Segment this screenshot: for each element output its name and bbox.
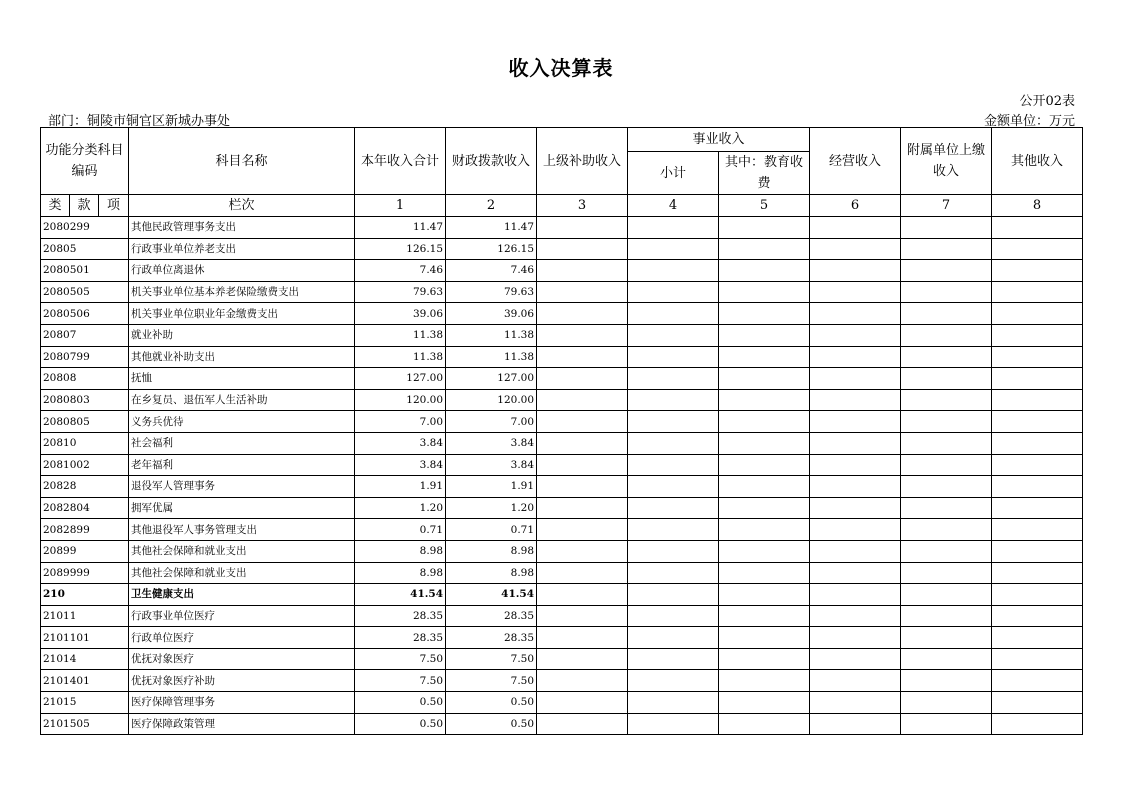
subject-name-cell: 抚恤 <box>129 368 355 390</box>
total-income-cell: 7.46 <box>355 260 446 282</box>
fiscal-allocation-cell: 1.20 <box>446 497 537 519</box>
business-subtotal-cell <box>628 346 719 368</box>
superior-subsidy-cell <box>537 303 628 325</box>
affiliated-income-cell <box>901 411 992 433</box>
func-code-cell: 2080805 <box>41 411 129 433</box>
affiliated-income-cell <box>901 389 992 411</box>
col-number: 3 <box>537 195 628 217</box>
table-row <box>41 454 1083 476</box>
affiliated-income-cell <box>901 324 992 346</box>
superior-subsidy-cell <box>537 281 628 303</box>
subject-name-cell: 卫生健康支出 <box>129 584 355 606</box>
superior-subsidy-cell <box>537 605 628 627</box>
business-income-header: 事业收入 <box>628 128 810 152</box>
fiscal-allocation-cell: 39.06 <box>446 303 537 325</box>
operating-income-cell <box>810 411 901 433</box>
operating-income-header: 经营收入 <box>810 128 901 195</box>
education-fee-cell <box>719 368 810 390</box>
education-fee-cell <box>719 432 810 454</box>
education-fee-cell <box>719 476 810 498</box>
superior-subsidy-cell <box>537 454 628 476</box>
func-code-cell: 2080506 <box>41 303 129 325</box>
subject-name-cell: 拥军优属 <box>129 497 355 519</box>
subject-name-cell: 老年福利 <box>129 454 355 476</box>
education-fee-cell <box>719 519 810 541</box>
education-fee-cell <box>719 584 810 606</box>
fiscal-allocation-cell: 11.38 <box>446 346 537 368</box>
total-income-cell: 3.84 <box>355 454 446 476</box>
superior-subsidy-cell <box>537 476 628 498</box>
education-fee-cell <box>719 324 810 346</box>
total-income-cell: 11.38 <box>355 346 446 368</box>
col-number: 1 <box>355 195 446 217</box>
table-body <box>41 217 1083 735</box>
operating-income-cell <box>810 260 901 282</box>
table-row <box>41 584 1083 606</box>
education-fee-cell <box>719 540 810 562</box>
form-number: 公开02表 <box>1019 94 1075 109</box>
education-fee-cell <box>719 260 810 282</box>
other-income-header: 其他收入 <box>992 128 1083 195</box>
operating-income-cell <box>810 238 901 260</box>
table-row <box>41 303 1083 325</box>
fiscal-allocation-cell: 7.50 <box>446 648 537 670</box>
education-fee-cell <box>719 411 810 433</box>
business-subtotal-cell <box>628 281 719 303</box>
other-income-cell <box>992 692 1083 714</box>
superior-subsidy-cell <box>537 497 628 519</box>
other-income-cell <box>992 627 1083 649</box>
table-row <box>41 389 1083 411</box>
fiscal-allocation-cell: 1.91 <box>446 476 537 498</box>
total-income-cell: 1.91 <box>355 476 446 498</box>
business-subtotal-cell <box>628 670 719 692</box>
total-income-cell: 28.35 <box>355 627 446 649</box>
fiscal-allocation-cell: 8.98 <box>446 540 537 562</box>
fiscal-allocation-cell: 7.50 <box>446 670 537 692</box>
fiscal-allocation-cell: 0.50 <box>446 713 537 735</box>
superior-subsidy-cell <box>537 627 628 649</box>
affiliated-income-cell <box>901 260 992 282</box>
table-row <box>41 411 1083 433</box>
education-fee-cell <box>719 692 810 714</box>
total-income-cell: 0.50 <box>355 713 446 735</box>
func-code-header: 功能分类科目编码 <box>41 128 129 195</box>
affiliated-income-cell <box>901 519 992 541</box>
affiliated-income-cell <box>901 281 992 303</box>
subject-name-cell: 行政事业单位医疗 <box>129 605 355 627</box>
superior-subsidy-cell <box>537 692 628 714</box>
total-income-cell: 3.84 <box>355 432 446 454</box>
business-subtotal-cell <box>628 648 719 670</box>
education-fee-cell <box>719 562 810 584</box>
table-row <box>41 648 1083 670</box>
affiliated-income-cell <box>901 346 992 368</box>
superior-subsidy-cell <box>537 540 628 562</box>
business-subtotal-cell <box>628 411 719 433</box>
affiliated-income-cell <box>901 584 992 606</box>
total-income-cell: 8.98 <box>355 540 446 562</box>
fiscal-allocation-cell: 3.84 <box>446 432 537 454</box>
fiscal-allocation-cell: 3.84 <box>446 454 537 476</box>
func-code-cell: 20810 <box>41 432 129 454</box>
operating-income-cell <box>810 519 901 541</box>
operating-income-cell <box>810 476 901 498</box>
total-income-cell: 8.98 <box>355 562 446 584</box>
affiliated-income-cell <box>901 497 992 519</box>
func-code-cell: 2080299 <box>41 217 129 239</box>
operating-income-cell <box>810 324 901 346</box>
affiliated-income-header: 附属单位上缴收入 <box>901 128 992 195</box>
func-code-cell: 2080505 <box>41 281 129 303</box>
total-income-cell: 79.63 <box>355 281 446 303</box>
lei-header: 类 <box>41 195 70 217</box>
affiliated-income-cell <box>901 540 992 562</box>
fiscal-allocation-cell: 126.15 <box>446 238 537 260</box>
other-income-cell <box>992 605 1083 627</box>
fiscal-allocation-header: 财政拨款收入 <box>446 128 537 195</box>
operating-income-cell <box>810 584 901 606</box>
func-code-cell: 2089999 <box>41 562 129 584</box>
operating-income-cell <box>810 605 901 627</box>
operating-income-cell <box>810 562 901 584</box>
superior-subsidy-cell <box>537 324 628 346</box>
other-income-cell <box>992 281 1083 303</box>
superior-subsidy-cell <box>537 217 628 239</box>
education-fee-cell <box>719 454 810 476</box>
other-income-cell <box>992 454 1083 476</box>
table-row <box>41 238 1083 260</box>
subject-name-cell: 在乡复员、退伍军人生活补助 <box>129 389 355 411</box>
education-fee-cell <box>719 303 810 325</box>
business-subtotal-cell <box>628 432 719 454</box>
table-row <box>41 540 1083 562</box>
business-subtotal-cell <box>628 368 719 390</box>
fiscal-allocation-cell: 41.54 <box>446 584 537 606</box>
fiscal-allocation-cell: 11.47 <box>446 217 537 239</box>
subject-name-cell: 行政单位医疗 <box>129 627 355 649</box>
col-number: 5 <box>719 195 810 217</box>
subject-name-cell: 机关事业单位基本养老保险缴费支出 <box>129 281 355 303</box>
total-income-cell: 127.00 <box>355 368 446 390</box>
subject-name-cell: 优抚对象医疗补助 <box>129 670 355 692</box>
education-fee-cell <box>719 497 810 519</box>
func-code-cell: 2080803 <box>41 389 129 411</box>
education-fee-cell <box>719 346 810 368</box>
table-row <box>41 368 1083 390</box>
subject-name-cell: 其他社会保障和就业支出 <box>129 540 355 562</box>
business-subtotal-cell <box>628 303 719 325</box>
col-number: 8 <box>992 195 1083 217</box>
total-income-cell: 7.00 <box>355 411 446 433</box>
education-fee-cell <box>719 605 810 627</box>
superior-subsidy-header: 上级补助收入 <box>537 128 628 195</box>
func-code-cell: 2082804 <box>41 497 129 519</box>
other-income-cell <box>992 648 1083 670</box>
operating-income-cell <box>810 281 901 303</box>
func-code-cell: 20899 <box>41 540 129 562</box>
total-income-cell: 7.50 <box>355 670 446 692</box>
other-income-cell <box>992 670 1083 692</box>
other-income-cell <box>992 238 1083 260</box>
table-row <box>41 519 1083 541</box>
func-code-cell: 21011 <box>41 605 129 627</box>
business-subtotal-cell <box>628 260 719 282</box>
total-income-cell: 11.38 <box>355 324 446 346</box>
education-fee-header: 其中：教育收费 <box>719 152 810 195</box>
education-fee-cell <box>719 627 810 649</box>
business-subtotal-cell <box>628 324 719 346</box>
subject-name-header: 科目名称 <box>129 128 355 195</box>
operating-income-cell <box>810 692 901 714</box>
total-income-cell: 39.06 <box>355 303 446 325</box>
other-income-cell <box>992 713 1083 735</box>
subject-name-cell: 其他社会保障和就业支出 <box>129 562 355 584</box>
business-subtotal-cell <box>628 692 719 714</box>
lanci-header: 栏次 <box>129 195 355 217</box>
func-code-cell: 2080501 <box>41 260 129 282</box>
func-code-cell: 2101101 <box>41 627 129 649</box>
operating-income-cell <box>810 670 901 692</box>
total-income-cell: 1.20 <box>355 497 446 519</box>
operating-income-cell <box>810 303 901 325</box>
education-fee-cell <box>719 238 810 260</box>
affiliated-income-cell <box>901 476 992 498</box>
business-subtotal-cell <box>628 605 719 627</box>
other-income-cell <box>992 217 1083 239</box>
superior-subsidy-cell <box>537 411 628 433</box>
business-subtotal-cell <box>628 584 719 606</box>
subject-name-cell: 行政单位离退休 <box>129 260 355 282</box>
subject-name-cell: 就业补助 <box>129 324 355 346</box>
affiliated-income-cell <box>901 368 992 390</box>
subject-name-cell: 义务兵优待 <box>129 411 355 433</box>
operating-income-cell <box>810 432 901 454</box>
subject-name-cell: 机关事业单位职业年金缴费支出 <box>129 303 355 325</box>
subject-name-cell: 退役军人管理事务 <box>129 476 355 498</box>
table-row <box>41 346 1083 368</box>
operating-income-cell <box>810 497 901 519</box>
kuan-header: 款 <box>70 195 99 217</box>
table-row <box>41 217 1083 239</box>
business-subtotal-cell <box>628 562 719 584</box>
affiliated-income-cell <box>901 692 992 714</box>
xiang-header: 项 <box>99 195 129 217</box>
operating-income-cell <box>810 713 901 735</box>
func-code-cell: 21014 <box>41 648 129 670</box>
operating-income-cell <box>810 540 901 562</box>
other-income-cell <box>992 411 1083 433</box>
superior-subsidy-cell <box>537 238 628 260</box>
superior-subsidy-cell <box>537 713 628 735</box>
total-income-cell: 28.35 <box>355 605 446 627</box>
other-income-cell <box>992 432 1083 454</box>
fiscal-allocation-cell: 7.46 <box>446 260 537 282</box>
func-code-cell: 21015 <box>41 692 129 714</box>
other-income-cell <box>992 389 1083 411</box>
superior-subsidy-cell <box>537 519 628 541</box>
business-subtotal-cell <box>628 519 719 541</box>
amount-unit-label: 金额单位：万元 <box>983 114 1075 129</box>
func-code-cell: 2082899 <box>41 519 129 541</box>
superior-subsidy-cell <box>537 670 628 692</box>
other-income-cell <box>992 562 1083 584</box>
education-fee-cell <box>719 713 810 735</box>
affiliated-income-cell <box>901 562 992 584</box>
subject-name-cell: 其他就业补助支出 <box>129 346 355 368</box>
total-income-cell: 41.54 <box>355 584 446 606</box>
business-subtotal-cell <box>628 476 719 498</box>
business-subtotal-cell <box>628 389 719 411</box>
affiliated-income-cell <box>901 713 992 735</box>
table-row <box>41 670 1083 692</box>
subject-name-cell: 医疗保障管理事务 <box>129 692 355 714</box>
other-income-cell <box>992 260 1083 282</box>
income-table <box>40 127 1083 735</box>
education-fee-cell <box>719 389 810 411</box>
affiliated-income-cell <box>901 670 992 692</box>
superior-subsidy-cell <box>537 432 628 454</box>
fiscal-allocation-cell: 0.71 <box>446 519 537 541</box>
total-income-cell: 0.50 <box>355 692 446 714</box>
operating-income-cell <box>810 627 901 649</box>
other-income-cell <box>992 346 1083 368</box>
fiscal-allocation-cell: 0.50 <box>446 692 537 714</box>
total-income-cell: 126.15 <box>355 238 446 260</box>
subject-name-cell: 其他民政管理事务支出 <box>129 217 355 239</box>
superior-subsidy-cell <box>537 648 628 670</box>
func-code-cell: 20828 <box>41 476 129 498</box>
table-row <box>41 324 1083 346</box>
col-number: 6 <box>810 195 901 217</box>
table-row <box>41 281 1083 303</box>
other-income-cell <box>992 368 1083 390</box>
other-income-cell <box>992 540 1083 562</box>
business-subtotal-cell <box>628 540 719 562</box>
total-income-cell: 11.47 <box>355 217 446 239</box>
table-row <box>41 476 1083 498</box>
func-code-cell: 20808 <box>41 368 129 390</box>
func-code-cell: 2081002 <box>41 454 129 476</box>
table-row <box>41 497 1083 519</box>
table-row <box>41 260 1083 282</box>
subject-name-cell: 医疗保障政策管理 <box>129 713 355 735</box>
func-code-cell: 2101401 <box>41 670 129 692</box>
superior-subsidy-cell <box>537 584 628 606</box>
table-row <box>41 605 1083 627</box>
affiliated-income-cell <box>901 605 992 627</box>
total-income-header: 本年收入合计 <box>355 128 446 195</box>
education-fee-cell <box>719 217 810 239</box>
superior-subsidy-cell <box>537 346 628 368</box>
affiliated-income-cell <box>901 648 992 670</box>
func-code-cell: 20807 <box>41 324 129 346</box>
table-row <box>41 627 1083 649</box>
table-row <box>41 562 1083 584</box>
business-subtotal-cell <box>628 627 719 649</box>
affiliated-income-cell <box>901 627 992 649</box>
func-code-cell: 2101505 <box>41 713 129 735</box>
fiscal-allocation-cell: 120.00 <box>446 389 537 411</box>
col-number: 7 <box>901 195 992 217</box>
page-title: 收入决算表 <box>508 56 614 80</box>
operating-income-cell <box>810 368 901 390</box>
other-income-cell <box>992 584 1083 606</box>
business-subtotal-cell <box>628 497 719 519</box>
affiliated-income-cell <box>901 303 992 325</box>
func-code-cell: 20805 <box>41 238 129 260</box>
affiliated-income-cell <box>901 217 992 239</box>
business-subtotal-cell <box>628 713 719 735</box>
superior-subsidy-cell <box>537 368 628 390</box>
department-label: 部门：铜陵市铜官区新城办事处 <box>48 114 231 129</box>
fiscal-allocation-cell: 7.00 <box>446 411 537 433</box>
other-income-cell <box>992 497 1083 519</box>
education-fee-cell <box>719 670 810 692</box>
operating-income-cell <box>810 648 901 670</box>
fiscal-allocation-cell: 11.38 <box>446 324 537 346</box>
subject-name-cell: 社会福利 <box>129 432 355 454</box>
fiscal-allocation-cell: 28.35 <box>446 605 537 627</box>
fiscal-allocation-cell: 127.00 <box>446 368 537 390</box>
operating-income-cell <box>810 346 901 368</box>
total-income-cell: 120.00 <box>355 389 446 411</box>
education-fee-cell <box>719 281 810 303</box>
other-income-cell <box>992 519 1083 541</box>
col-number: 4 <box>628 195 719 217</box>
superior-subsidy-cell <box>537 260 628 282</box>
superior-subsidy-cell <box>537 389 628 411</box>
business-subtotal-cell <box>628 238 719 260</box>
total-income-cell: 7.50 <box>355 648 446 670</box>
fiscal-allocation-cell: 79.63 <box>446 281 537 303</box>
affiliated-income-cell <box>901 238 992 260</box>
col-number: 2 <box>446 195 537 217</box>
affiliated-income-cell <box>901 454 992 476</box>
operating-income-cell <box>810 454 901 476</box>
other-income-cell <box>992 324 1083 346</box>
table-row <box>41 692 1083 714</box>
subject-name-cell: 行政事业单位养老支出 <box>129 238 355 260</box>
subtotal-header: 小计 <box>628 152 719 195</box>
subject-name-cell: 其他退役军人事务管理支出 <box>129 519 355 541</box>
func-code-cell: 2080799 <box>41 346 129 368</box>
education-fee-cell <box>719 648 810 670</box>
table-row <box>41 432 1083 454</box>
superior-subsidy-cell <box>537 562 628 584</box>
fiscal-allocation-cell: 28.35 <box>446 627 537 649</box>
operating-income-cell <box>810 217 901 239</box>
fiscal-allocation-cell: 8.98 <box>446 562 537 584</box>
subject-name-cell: 优抚对象医疗 <box>129 648 355 670</box>
business-subtotal-cell <box>628 454 719 476</box>
other-income-cell <box>992 303 1083 325</box>
business-subtotal-cell <box>628 217 719 239</box>
operating-income-cell <box>810 389 901 411</box>
other-income-cell <box>992 476 1083 498</box>
total-income-cell: 0.71 <box>355 519 446 541</box>
func-code-cell: 210 <box>41 584 129 606</box>
table-row <box>41 713 1083 735</box>
affiliated-income-cell <box>901 432 992 454</box>
table-header <box>41 128 1083 217</box>
